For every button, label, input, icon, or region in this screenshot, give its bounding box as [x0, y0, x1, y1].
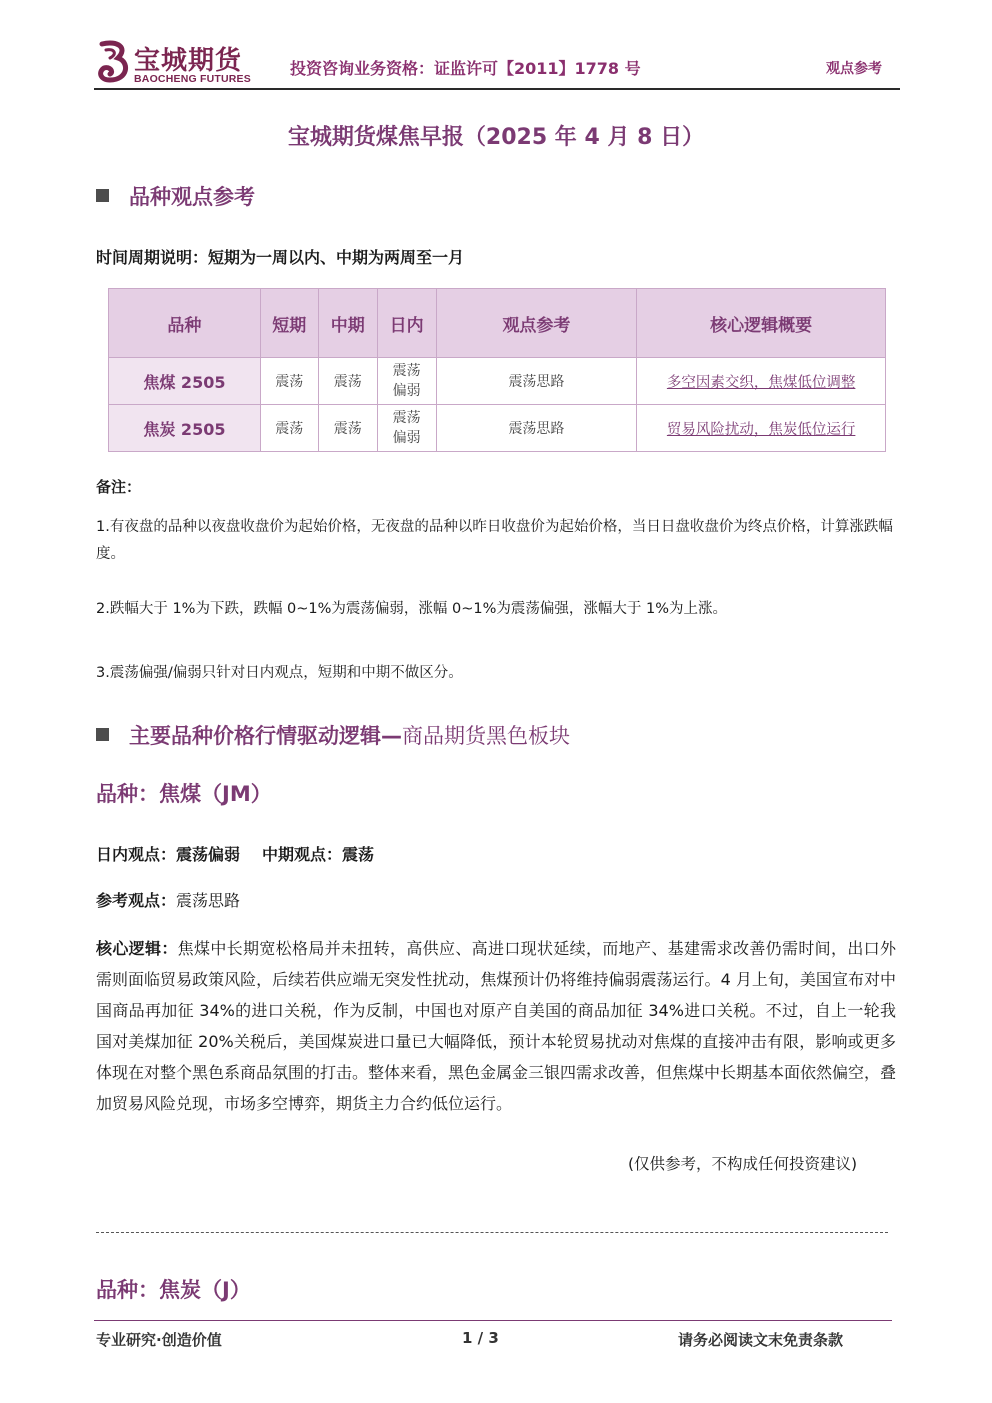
logic-label: 核心逻辑： — [96, 939, 178, 958]
document-title: 宝城期货煤焦早报（2025 年 4 月 8 日） — [287, 125, 705, 150]
logic-link[interactable]: 贸易风险扰动，焦炭低位运行 — [666, 421, 856, 438]
header-tag: 观点参考 — [826, 61, 882, 77]
logo-text-cn: 宝城期货 — [134, 46, 243, 76]
ref-value: 震荡思路 — [176, 891, 241, 910]
table-header-cell: 核心逻辑概要 — [637, 289, 886, 358]
dashed-divider — [96, 1232, 888, 1233]
intraday-label: 日内观点： — [96, 845, 177, 864]
variety-cell: 焦煤 2505 — [109, 358, 261, 405]
ref-label: 参考观点： — [96, 891, 177, 910]
table-header-row — [109, 289, 886, 358]
mid-term-cell: 震荡 — [318, 405, 377, 452]
jm-views — [96, 842, 374, 865]
intraday-line-2: 偏弱 — [392, 383, 421, 399]
short-term-cell: 震荡 — [260, 405, 318, 452]
mid-term-cell: 震荡 — [318, 358, 377, 405]
logo-mark-icon — [96, 40, 132, 84]
section-heading-text: 主要品种价格行情驱动逻辑— — [129, 724, 402, 748]
intraday-cell — [377, 405, 436, 452]
square-bullet-icon — [96, 189, 109, 202]
period-note: 时间周期说明：短期为一周以内、中期为两周至一月 — [96, 248, 465, 267]
intraday-line-1: 震荡 — [392, 410, 421, 426]
footer-slogan: 专业研究·创造价值 — [96, 1331, 222, 1349]
note-item: 1.有夜盘的品种以夜盘收盘价为起始价格，无夜盘的品种以昨日收盘价为起始价格，当日日盘收盘价为终点价格，计算涨跌幅度。 — [96, 519, 893, 562]
section-heading-subtext: 商品期货黑色板块 — [402, 724, 570, 748]
variety-heading-j: 品种：焦炭（J） — [96, 1278, 251, 1302]
intraday-cell — [377, 358, 436, 405]
table-header-cell: 观点参考 — [436, 289, 637, 358]
logic-text: 焦煤中长期宽松格局并未扭转，高供应、高进口现状延续，而地产、基建需求改善仍需时间，出口外需则面临贸易政策风险，后续若供应端无突发性扰动，焦煤预计仍将维持偏弱震荡运行。4 月上旬，美国宣布对中国商品再加征 34%的进口关税，作为反制，中国也对原产自美国的商品加征 34%进口关税。不过，自上一轮我国对美煤加征 20%关税后，美国煤炭进口量已大幅降低，预计本轮贸易扰动对焦煤的直接冲击有限，影响或更多体现在对整个黑色系商品氛围的打击。整体来看，黑色金属金三银四需求改善，但焦煤中长期基本面依然偏空，叠加贸易风险兑现，市场多空博弈，期货主力合约低位运行。 — [96, 939, 897, 1113]
footer-disclaimer-note: 请务必阅读文末免责条款 — [678, 1331, 844, 1349]
logic-cell[interactable] — [637, 358, 886, 405]
header-divider — [94, 88, 900, 90]
section-heading-text: 品种观点参考 — [129, 185, 255, 209]
view-cell: 震荡思路 — [436, 405, 637, 452]
table-row — [109, 358, 886, 405]
section-heading-views — [96, 181, 255, 211]
company-logo — [96, 40, 251, 86]
logic-cell[interactable] — [637, 405, 886, 452]
square-bullet-icon — [96, 728, 109, 741]
view-cell: 震荡思路 — [436, 358, 637, 405]
table-header-cell: 品种 — [109, 289, 261, 358]
logic-link[interactable]: 多空因素交织，焦煤低位调整 — [666, 374, 856, 391]
short-term-cell: 震荡 — [260, 358, 318, 405]
mid-value: 震荡 — [342, 845, 375, 864]
section-heading-drivers — [96, 720, 570, 750]
notes-label: 备注： — [96, 478, 142, 496]
table-header-cell: 中期 — [318, 289, 377, 358]
logo-text-en: BAOCHENG FUTURES — [134, 73, 251, 85]
intraday-line-1: 震荡 — [392, 363, 421, 379]
license-text: 投资咨询业务资格：证监许可【2011】1778 号 — [290, 59, 641, 78]
intraday-line-2: 偏弱 — [392, 430, 421, 446]
footer-divider — [94, 1320, 892, 1321]
note-item: 3.震荡偏强/偏弱只针对日内观点，短期和中期不做区分。 — [96, 665, 463, 681]
mid-label: 中期观点： — [262, 845, 343, 864]
jm-core-logic — [96, 933, 896, 1119]
intraday-value: 震荡偏弱 — [176, 845, 241, 864]
variety-heading-jm: 品种：焦煤（JM） — [96, 782, 272, 806]
note-item: 2.跌幅大于 1%为下跌，跌幅 0~1%为震荡偏弱，涨幅 0~1%为震荡偏强，涨幅大于 1%为上涨。 — [96, 601, 728, 617]
table-row — [109, 405, 886, 452]
variety-cell: 焦炭 2505 — [109, 405, 261, 452]
jm-reference-view — [96, 888, 240, 911]
page-number: 1 / 3 — [462, 1329, 499, 1347]
table-header-cell: 日内 — [377, 289, 436, 358]
disclaimer: (仅供参考，不构成任何投资建议) — [628, 1155, 858, 1173]
table-header-cell: 短期 — [260, 289, 318, 358]
views-table — [108, 288, 886, 452]
